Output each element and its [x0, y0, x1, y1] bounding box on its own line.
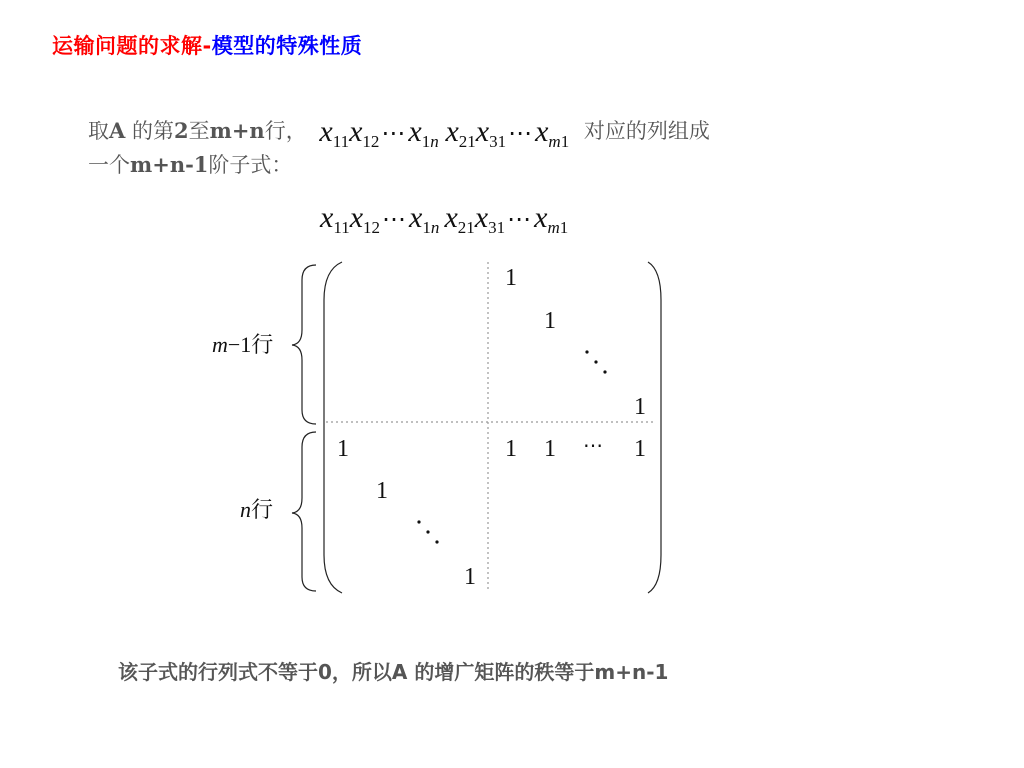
- matrix-entries: [337, 265, 646, 590]
- right-paren: [648, 262, 661, 593]
- var-x12: $x_{12}$: [349, 201, 381, 237]
- var-xm1: $x_{m1}$: [534, 201, 569, 237]
- ellipsis: ⋯: [382, 207, 408, 233]
- entry-one: 1: [544, 436, 556, 462]
- matrix-parentheses: [324, 262, 661, 593]
- intro-to: 至: [188, 119, 210, 143]
- var-x12: $x_{12}$: [349, 115, 380, 151]
- entry-one: 1: [505, 436, 517, 462]
- var-x1n: $x_{1n}$: [409, 201, 440, 237]
- entry-one: 1: [505, 265, 517, 291]
- intro-row-start: 2: [173, 118, 189, 143]
- ellipsis: ⋯: [381, 121, 407, 147]
- var-x11: $x_{11}$: [320, 201, 350, 237]
- var-x31: $x_{31}$: [475, 115, 507, 151]
- title-part-red: 运输问题的求解-: [52, 34, 212, 58]
- left-paren: [324, 262, 342, 593]
- diagonal-ellipsis-top: [585, 350, 606, 373]
- intro-prefix: 取: [88, 119, 109, 143]
- intro-line2-pre: 一个: [88, 153, 130, 177]
- ellipsis: ⋯: [508, 121, 534, 147]
- brace-bottom: [292, 432, 316, 591]
- intro-matrix-a: A: [109, 118, 126, 143]
- label-top-rows: m−1行: [212, 332, 274, 357]
- var-x11: $x_{11}$: [319, 115, 350, 151]
- entry-one: 1: [337, 436, 349, 462]
- entry-one: 1: [376, 478, 388, 504]
- entry-one: 1: [464, 564, 476, 590]
- conclusion-text: 该子式的行列式不等于0，所以A 的增广矩阵的秩等于m+n-1: [118, 660, 669, 684]
- entry-one: 1: [544, 308, 556, 334]
- var-x21: $x_{21}$: [445, 115, 476, 151]
- var-x1n: $x_{1n}$: [408, 115, 439, 151]
- ellipsis: ⋯: [507, 207, 533, 233]
- entry-one: 1: [634, 394, 646, 420]
- intro-line2-post: 阶子式：: [208, 153, 293, 177]
- diagonal-ellipsis-bottom: [417, 520, 438, 543]
- intro-order: m+n-1: [130, 152, 209, 177]
- intro-row-word: 行，: [264, 119, 307, 143]
- title-part-blue: 模型的特殊性质: [211, 34, 363, 58]
- var-xm1: $x_{m1}$: [535, 115, 570, 151]
- block-dividers: [326, 262, 656, 590]
- entry-one: 1: [634, 436, 646, 462]
- intro-suffix: 对应的列组成: [583, 119, 710, 143]
- var-x21: $x_{21}$: [444, 201, 475, 237]
- label-bottom-rows: n行: [240, 497, 274, 522]
- intro-middle: 的第: [125, 119, 174, 143]
- var-x31: $x_{31}$: [474, 201, 506, 237]
- row-labels: [212, 332, 273, 522]
- row-braces: [292, 265, 316, 591]
- brace-top: [292, 265, 316, 424]
- intro-row-end: m+n: [209, 118, 265, 143]
- entry-hdots: ⋯: [583, 435, 603, 457]
